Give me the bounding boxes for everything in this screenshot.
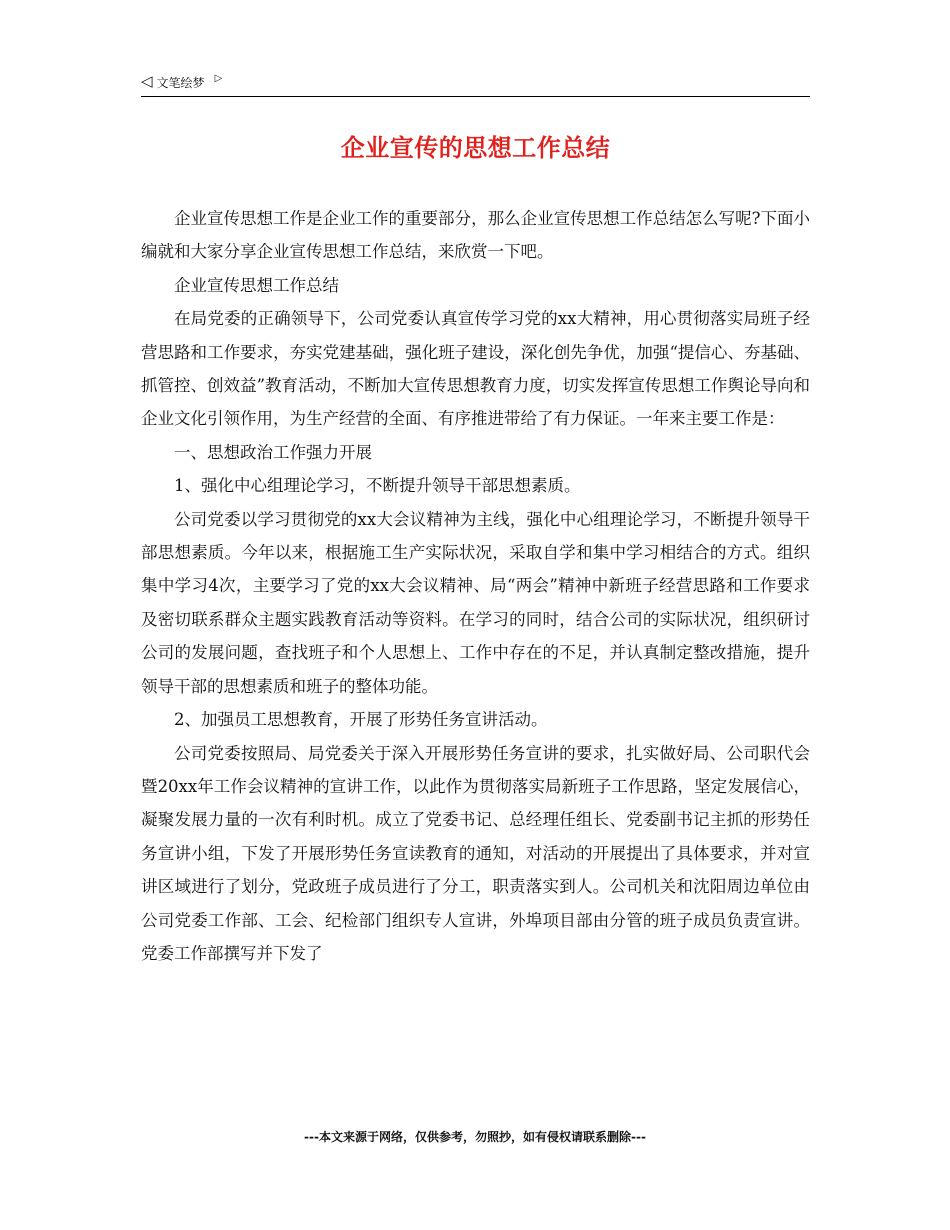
triangle-right-icon: ▷ (214, 73, 223, 84)
document-title: 企业宣传的思想工作总结 (340, 134, 611, 162)
paragraph: 企业宣传思想工作总结 (174, 275, 339, 295)
document-body (141, 202, 810, 970)
paragraph: 公司党委按照局、局党委关于深入开展形势任务宣讲的要求，扎实做好局、公司职代会暨20xx年工作会议精神的宣讲工作，以此作为贯彻落实局新班子工作思路，坚定发展信心，凝聚发展力量的一次有利时机。成立了党委书记、总经理任组长、党委副书记主抓的形势任务宣讲小组，下发了开展形势任务宣读教育的通知，对活动的开展提出了具体要求，并对宣讲区域进行了划分，党政班子成员进行了分工，职责落实到人。公司机关和沈阳周边单位由公司党委工作部、工会、纪检部门组织专人宣讲，外埠项目部由分管的班子成员负责宣讲。党委工作部撰写并下发了 (141, 743, 810, 963)
subsection-heading: 1、强化中心组理论学习，不断提升领导干部思想素质。 (174, 476, 581, 496)
paragraph: 企业宣传思想工作是企业工作的重要部分，那么企业宣传思想工作总结怎么写呢?下面小编就和大家分享企业宣传思想工作总结，来欣赏一下吧。 (141, 209, 810, 262)
paragraph: 公司党委以学习贯彻党的xx大会议精神为主线，强化中心组理论学习，不断提升领导干部思想素质。今年以来，根据施工生产实际状况，采取自学和集中学习相结合的方式。组织集中学习4次，主要学习了党的xx大会议精神、局“两会”精神中新班子经营思路和工作要求及密切联系群众主题实践教育活动等资料。在学习的同时，结合公司的实际状况，组织研讨公司的发展问题，查找班子和个人思想上、工作中存在的不足，并认真制定整改措施，提升领导干部的思想素质和班子的整体功能。 (141, 509, 810, 696)
section-heading: 一、思想政治工作强力开展 (174, 442, 372, 462)
triangle-left-icon: ◁ (141, 72, 153, 90)
paragraph: 在局党委的正确领导下，公司党委认真宣传学习党的xx大精神，用心贯彻落实局班子经营思路和工作要求，夯实党建基础，强化班子建设，深化创先争优，加强“提信心、夯基础、抓管控、创效益”教育活动，不断加大宣传思想教育力度，切实发挥宣传思想工作舆论导向和企业文化引领作用，为生产经营的全面、有序推进带给了有力保证。一年来主要工作是： (141, 309, 810, 429)
header-brand: 文笔绘梦 (156, 76, 205, 90)
footer-disclaimer: ---本文来源于网络，仅供参考，勿照抄，如有侵权请联系删除--- (304, 1130, 646, 1144)
page-header (141, 72, 810, 97)
subsection-heading: 2、加强员工思想教育，开展了形势任务宣讲活动。 (174, 710, 548, 730)
